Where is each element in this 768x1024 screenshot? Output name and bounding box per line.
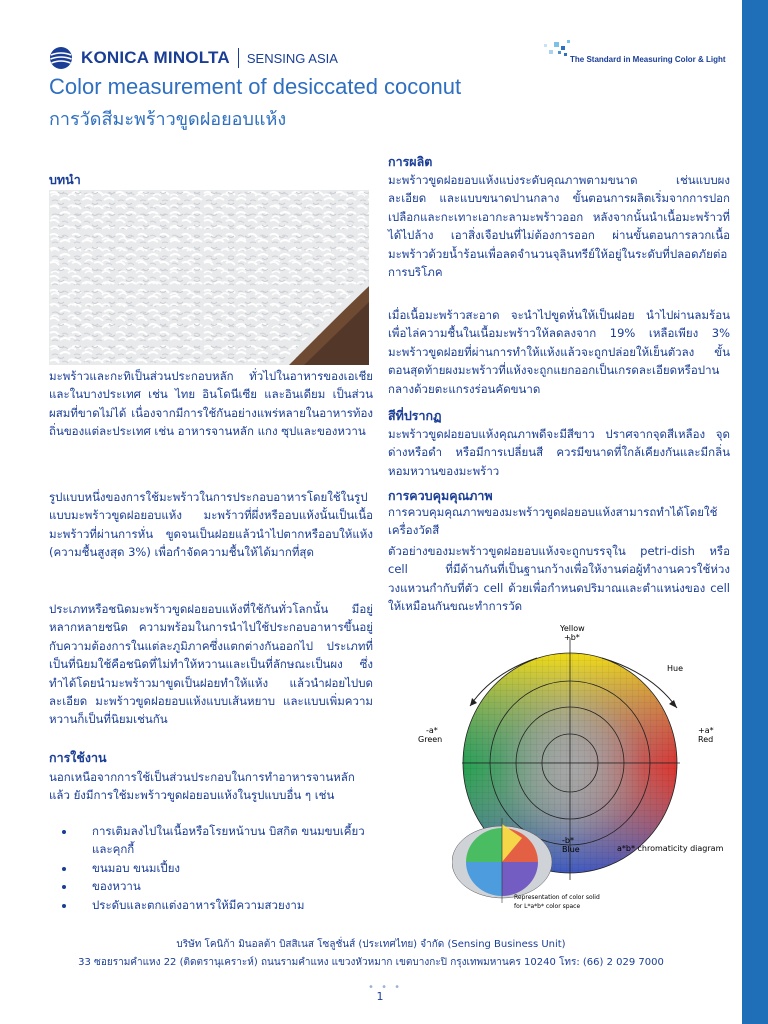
intro-paragraph-3: ประเภทหรือชนิดมะพร้าวขูดฝอยอบแห้งที่ใช้กันทั่วโลกนั้น มีอยู่หลากหลายชนิด ความพร้อมในการนำไปใช้ประกอบอาหารขึ้นอยู่กับความต้องการในแต่ละภูมิภาคซึ่งแตกต่างกันออกไป ประเภทที่เป็นที่นิยมใช้คือชนิดที่ไม่ทำให้หวานและเป็นที่ลักษณะเป็นผง ซึ่งทำได้โดยนำมะพร้าวมาขูดเป็นฝอยทำให้แห้ง แล้วนำฝอยไปบดละเอียด มะพร้าวขูดฝอยอบแห้งแบบเส้นหยาบ และแบบเพิ่มความหวานก็เป็นที่นิยมเช่นกัน: [49, 602, 373, 727]
usage-item: • การเติมลงไปในเนื้อหรือโรยหน้าบน บิสกิต ขนมขบเคี้ยวและคุกกี้: [76, 822, 376, 859]
quality-control-heading: การควบคุมคุณภาพ: [388, 488, 493, 503]
axis-label-plus-b: +b*: [564, 633, 580, 642]
axis-label-blue: Blue: [562, 845, 580, 854]
footer-address: 33 ซอยรามคำแหง 22 (ติดตรานุเคราะห์) ถนนรามคำแหง แขวงหัวหมาก เขตบางกะปิ กรุงเทพมหานคร 10240 โทร: (66) 2 029 7000: [78, 957, 664, 968]
page-title-english: Color measurement of desiccated coconut: [49, 74, 462, 99]
diagram-caption: a*b* chromaticity diagram: [617, 844, 724, 853]
axis-label-yellow: Yellow: [560, 624, 585, 633]
production-paragraph-1: มะพร้าวขูดฝอยอบแห้งแบ่งระดับคุณภาพตามขนาด เช่นแบบผงละเอียด และแบบขนาดปานกลาง ขั้นตอนการผลิตเริ่มจากการปอกเปลือกและกะเทาะเอากะลามะพร้าวออก หลังจากนั้นนำเนื้อมะพร้าวที่ได้ไปล้าง เอาสิ่งเจือปนที่ไม่ต้องการออก ผ่านขั้นตอนการลวกเนื้อมะพร้าวด้วยน้ำร้อนเพื่อลดจำนวนจุลินทรีย์ให้อยู่ในระดับที่ปลอดภัยต่อการบริโภค: [388, 173, 730, 280]
page-number: 1: [376, 990, 384, 1003]
appearance-heading: สีที่ปรากฏ: [388, 408, 442, 423]
usage-item: • ของหวาน: [76, 877, 376, 895]
brand-tagline: The Standard in Measuring Color & Light: [570, 55, 726, 64]
brand-name: KONICA MINOLTA: [81, 48, 230, 67]
solid-caption-line-2: for L*a*b* color space: [514, 903, 581, 910]
quality-control-paragraph-1: การควบคุมคุณภาพของมะพร้าวขูดฝอยอบแห้งสามารถทำได้โดยใช้เครื่องวัดสี: [388, 505, 718, 538]
logo-globe-icon: [49, 46, 73, 70]
production-heading: การผลิต: [388, 154, 433, 169]
quality-control-paragraph-2: ตัวอย่างของมะพร้าวขูดฝอยอบแห้งจะถูกบรรจุใน petri-dish หรือ cell ที่มีด้านกันที่เป็นฐานกว้างเพื่อให้งานต่อผู้ทำงานควรใช้ห่วงวงแหวนกำกับที่ตัว cell ด้วยเพื่อกำหนดปริมาณและตำแหน่งของ cell ให้เหมือนกันขณะทำการวัด: [388, 544, 730, 614]
coconut-photo: [49, 190, 369, 365]
hue-label: Hue: [667, 664, 684, 673]
axis-label-green: Green: [418, 735, 443, 744]
axis-label-minus-b: -b*: [562, 836, 574, 845]
appearance-paragraph: มะพร้าวขูดฝอยอบแห้งคุณภาพดีจะมีสีขาว ปราศจากจุดสีเหลือง จุดด่างหรือดำ หรือมีการเปลี่ยนสี ควรมีขนาดที่ใกล้เคียงกันและมีกลิ่นหอมหวานของมะพร้าว: [388, 427, 730, 478]
solid-caption-line-1: Representation of color solid: [514, 894, 600, 901]
chromaticity-diagram: [418, 618, 734, 923]
production-paragraph-2: เมื่อเนื้อมะพร้าวสะอาด จะนำไปขูดหั่นให้เป็นฝอย นำไปผ่านลมร้อนเพื่อไล่ความชื้นในเนื้อมะพร้าวให้ลดลงจาก 19% เหลือเพียง 3% มะพร้าวขูดฝอยที่ผ่านการทำให้แห้งแล้วจะถูกปล่อยให้เย็นตัวลง ขั้นตอนสุดท้ายผงมะพร้าวที่แห้งจะถูกแยกออกเป็นเกรดละเอียดหรือปานกลางด้วยตะแกรงร่อนคัดขนาด: [388, 308, 730, 396]
axis-label-plus-a: +a*: [698, 726, 714, 735]
intro-paragraph-1: มะพร้าวและกะทิเป็นส่วนประกอบหลัก ทั่วไปในอาหารของเอเชีย และในบางประเทศ เช่น ไทย อินโดนีเซีย และอินเดียม เป็นส่วนผสมที่ขาดไม่ได้ เนื่องจากมีการใช้กันอย่างแพร่หลายในอาหารท้องถิ่นของแต่ละประเทศ เช่น อาหารจานหลัก แกง ซุปและของหวาน: [49, 369, 373, 439]
right-accent-bar: [742, 0, 768, 1024]
usage-paragraph: นอกเหนือจากการใช้เป็นส่วนประกอบในการทำอาหารจานหลักแล้ว ยังมีการใช้มะพร้าวขูดฝอยอบแห้งในรูปแบบอื่น ๆ เช่น: [49, 770, 355, 803]
intro-paragraph-2: รูปแบบหนึ่งของการใช้มะพร้าวในการประกอบอาหารโดยใช้ในรูปแบบมะพร้าวขูดฝอยอบแห้ง มะพร้าวที่ผึ่งหรืออบแห้งนั้นเป็นเนื้อมะพร้าวที่ผ่านการหั่น ขูดจนเป็นฝอยแล้วนำไปตากหรืออบให้แห้ง (ความชื้นสูงสุด 3%) เพื่อกำจัดความชื้นให้ได้มากที่สุด: [49, 490, 373, 560]
axis-label-red: Red: [698, 735, 714, 744]
usage-heading: การใช้งาน: [49, 750, 107, 765]
logo-divider: [238, 48, 239, 68]
division-name: SENSING ASIA: [246, 50, 338, 66]
page-title-thai: การวัดสีมะพร้าวขูดฝอยอบแห้ง: [49, 109, 287, 130]
usage-item: • ขนมอบ ขนมเปี้ยง: [76, 859, 376, 877]
axis-label-minus-a: -a*: [426, 726, 438, 735]
company-logo: [49, 45, 338, 71]
footer-company: บริษัท โคนิก้า มินอลต้า บิสสิเนส โซลูชั่นส์ (ประเทศไทย) จำกัด (Sensing Business Unit): [176, 939, 566, 950]
usage-list: [54, 822, 376, 914]
page-dots-icon: • • •: [368, 982, 403, 993]
intro-heading: บทนำ: [49, 172, 81, 187]
usage-item: • ประดับและตกแต่งอาหารให้มีความสวยงาม: [76, 896, 376, 914]
